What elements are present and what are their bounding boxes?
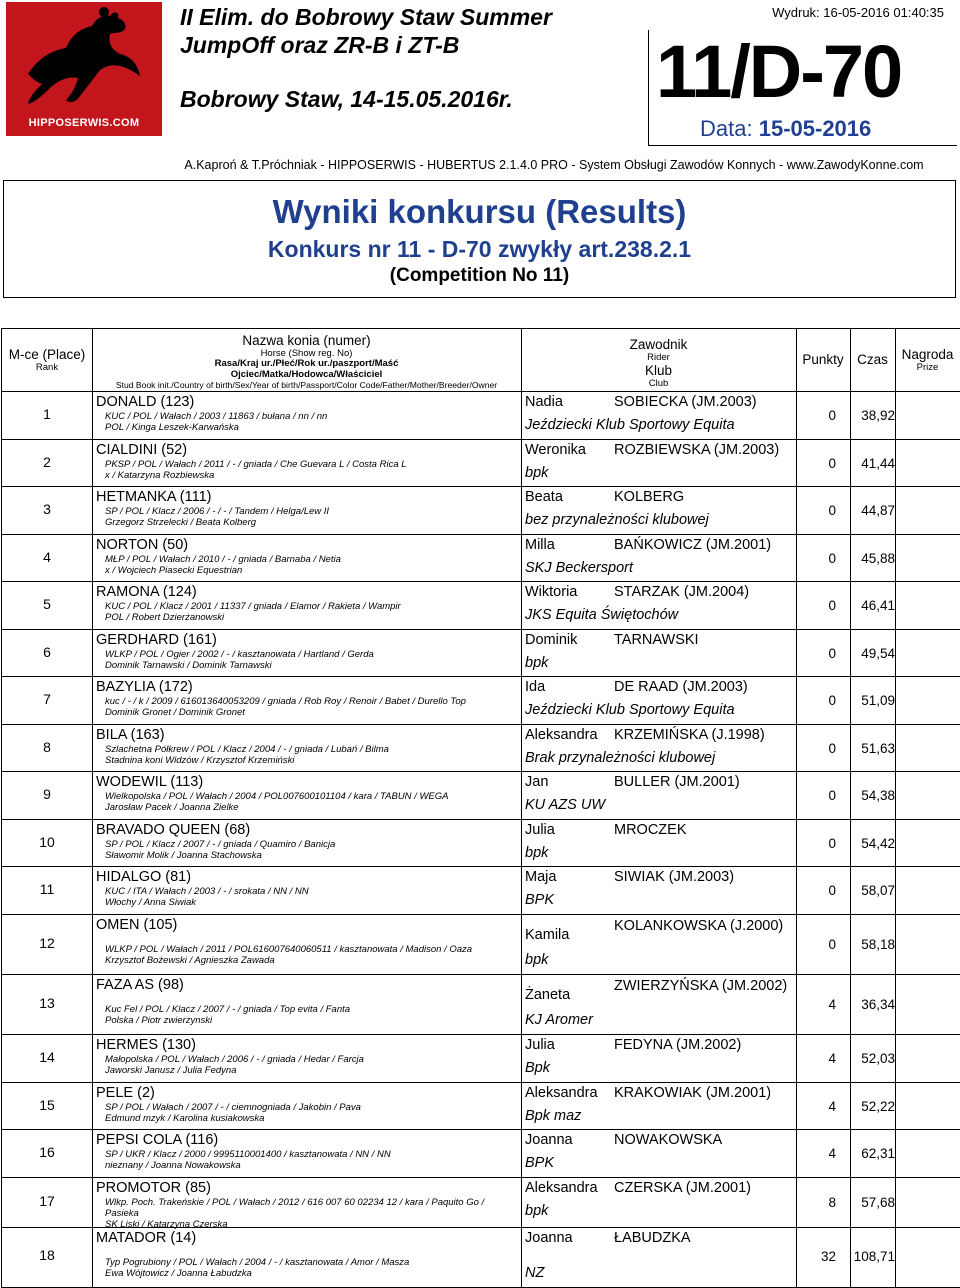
horse-number: (85) <box>181 1180 211 1196</box>
header-prize <box>895 347 960 373</box>
rider-first-name: Żaneta <box>525 987 571 1003</box>
table-row <box>2 581 960 629</box>
time: 46,41 <box>861 598 895 613</box>
rider-first-name: Milla <box>525 537 555 553</box>
horse-name-text: NORTON <box>96 537 159 553</box>
horse-name <box>96 977 184 993</box>
time: 41,44 <box>861 456 895 471</box>
points: 0 <box>828 883 836 898</box>
horse-details <box>105 1004 521 1015</box>
club-name: KJ Aromer <box>525 1012 593 1028</box>
points: 0 <box>828 788 836 803</box>
header-horse-sub1: Horse (Show reg. No) <box>260 347 353 359</box>
table-row <box>2 629 960 676</box>
table-row <box>2 1034 960 1082</box>
header-rider <box>521 337 796 390</box>
horse-details <box>105 1197 521 1219</box>
table-row <box>2 819 960 866</box>
club-name: Bpk maz <box>525 1108 582 1124</box>
rider-last-name: ROZBIEWSKA (JM.2003) <box>614 442 780 458</box>
rider-last-name: FEDYNA (JM.2002) <box>614 1037 742 1053</box>
horse-details <box>105 601 521 612</box>
club-name: BPK <box>525 892 555 908</box>
rider-first-name: Dominik <box>525 632 578 648</box>
horse-name-text: HETMANKA <box>96 489 176 505</box>
horse-number: (172) <box>154 679 193 695</box>
horse-number: (163) <box>126 727 165 743</box>
competition-number: (Competition No 11) <box>389 265 570 286</box>
rider-last-name: STARZAK (JM.2004) <box>614 584 750 600</box>
horse-name-text: MATADOR <box>96 1230 167 1246</box>
rider-first-name: Weronika <box>525 442 586 458</box>
competition-date <box>700 116 871 142</box>
table-row <box>2 771 960 819</box>
table-row <box>2 676 960 724</box>
horse-details-text: kuc / - / k / 2009 / 616013640053209 / gniada / Rob Roy / Renoir / Babet / Durello Top <box>105 696 466 707</box>
time: 54,38 <box>861 788 895 803</box>
header-club-sub: Club <box>648 377 669 389</box>
horse-name-text: HERMES <box>96 1037 159 1053</box>
club-name: bpk <box>525 1203 549 1219</box>
horse-name <box>96 1132 218 1148</box>
time: 38,92 <box>861 408 895 423</box>
horse-number: (81) <box>161 869 192 885</box>
date-value: 15-05-2016 <box>758 116 872 141</box>
horse-breeder-owner: Włochy / Anna Siwiak <box>105 897 196 908</box>
points: 0 <box>828 408 836 423</box>
time: 58,18 <box>861 937 895 952</box>
horse-details-text: Wlkp. Poch. Trakeńskie / POL / Wałach / 2012 / 616 007 60 02234 12 / kara / Paquito Go / <box>105 1197 485 1208</box>
horse-number: (124) <box>158 584 197 600</box>
horse-number: (113) <box>166 774 204 790</box>
time: 51,63 <box>861 741 895 756</box>
horse-name <box>96 489 212 505</box>
horse-breeder-owner: x / Katarzyna Rozbiewska <box>105 470 215 481</box>
rider-last-name: ZWIERZYŃSKA (JM.2002) <box>614 978 788 994</box>
horse-name-text: CIALDINI <box>96 442 158 458</box>
table-row <box>2 534 960 581</box>
rank: 9 <box>43 786 51 802</box>
points: 0 <box>828 836 836 851</box>
horse-details-text: WLKP / POL / Ogier / 2002 / - / kasztanowata / Hartland / Gerda <box>105 649 374 660</box>
points: 0 <box>828 741 836 756</box>
horse-number: (14) <box>166 1230 197 1246</box>
rider-last-name: KRAKOWIAK (JM.2001) <box>614 1085 772 1101</box>
table-row <box>2 1129 960 1177</box>
horse-details <box>105 1054 521 1065</box>
competition-title: Konkurs nr 11 - D-70 zwykły art.238.2.1 <box>267 236 692 262</box>
horse-name <box>96 1230 196 1246</box>
rank: 6 <box>43 644 51 660</box>
horse-name <box>96 537 188 553</box>
horse-name <box>96 442 187 458</box>
table-row <box>2 486 960 534</box>
horse-name <box>96 727 165 743</box>
horse-number: (105) <box>139 917 178 933</box>
rider-last-name: KOLBERG <box>614 489 685 505</box>
horse-name <box>96 679 193 695</box>
club-name: JKS Equita Świętochów <box>525 607 679 623</box>
header-place-label: M-ce (Place) <box>8 347 86 362</box>
rider-last-name: DE RAAD (JM.2003) <box>614 679 748 695</box>
horse-details-text: KUC / POL / Wałach / 2003 / 11863 / bułana / nn / nn <box>105 411 328 422</box>
points: 8 <box>828 1195 836 1210</box>
rank: 7 <box>43 691 51 707</box>
competition-code: 11/D-70 <box>656 30 902 113</box>
rider-last-name: NOWAKOWSKA <box>614 1132 723 1148</box>
horse-details-text: KUC / POL / Klacz / 2001 / 11337 / gniada / Elamor / Rakieta / Wampir <box>105 601 401 612</box>
club-name: bpk <box>525 845 549 861</box>
header-horse-sub4: Stud Book init./Country of birth/Sex/Year of birth/Passport/Color Code/Father/Mother/Breeder/Owner <box>115 380 498 391</box>
club-name: Bpk <box>525 1060 550 1076</box>
rider-last-name: MROCZEK <box>614 822 687 838</box>
horse-name <box>96 1085 155 1101</box>
rider-first-name: Joanna <box>525 1230 573 1246</box>
rank: 12 <box>39 935 55 951</box>
rider-first-name: Wiktoria <box>525 584 578 600</box>
rider-last-name: BAŃKOWICZ (JM.2001) <box>614 537 772 553</box>
time: 62,31 <box>861 1146 895 1161</box>
horse-name-text: BAZYLIA <box>96 679 155 695</box>
horse-details <box>105 459 521 470</box>
rider-last-name: TARNAWSKI <box>614 632 699 648</box>
header-prize-label: Nagroda <box>901 347 954 362</box>
horse-details-text: Wielkopolska / POL / Wałach / 2004 / POL007600101104 / kara / TABUN / WEGA <box>105 791 449 802</box>
rider-first-name: Aleksandra <box>525 1180 598 1196</box>
rank: 8 <box>43 739 51 755</box>
horse-name-text: WODEWIL <box>96 774 167 790</box>
rider-first-name: Jan <box>525 774 549 790</box>
club-name: bpk <box>525 465 549 481</box>
horse-breeder-owner: nieznany / Joanna Nowakowska <box>105 1160 241 1171</box>
horse-number: (111) <box>175 489 212 505</box>
horse-details-text: Kuc Fel / POL / Klacz / 2007 / - / gniada / Top evita / Fanta <box>105 1004 351 1015</box>
horse-name <box>96 1037 196 1053</box>
horse-breeder-owner: x / Wojciech Piasecki Equestrian <box>105 565 243 576</box>
club-name: Brak przynależności klubowej <box>525 750 716 766</box>
header-time: Czas <box>857 352 888 367</box>
horse-breeder-owner: Jarosław Pacek / Joanna Zielke <box>105 802 239 813</box>
table-row <box>2 439 960 486</box>
club-name: BPK <box>525 1155 555 1171</box>
table-row <box>2 1082 960 1129</box>
points: 0 <box>828 598 836 613</box>
horse-number: (68) <box>220 822 251 838</box>
time: 52,03 <box>861 1051 895 1066</box>
time: 51,09 <box>861 693 895 708</box>
header-points: Punkty <box>802 352 844 367</box>
rank: 16 <box>39 1144 55 1160</box>
rank: 3 <box>43 501 51 517</box>
horse-breeder-owner: Edmund mzyk / Karolina kusiakowska <box>105 1113 265 1124</box>
horse-name-text: BILA <box>96 727 127 743</box>
header-place-sub: Rank <box>35 361 59 373</box>
horse-name <box>96 394 194 410</box>
rider-last-name: KRZEMIŃSKA (J.1998) <box>614 727 765 743</box>
points: 4 <box>828 1051 836 1066</box>
rider-last-name: SIWIAK (JM.2003) <box>614 869 735 885</box>
rider-first-name: Joanna <box>525 1132 573 1148</box>
rank: 14 <box>39 1049 55 1065</box>
horse-details-text: Szlachetna Półkrew / POL / Klacz / 2004 / - / gniada / Lubań / Bilma <box>105 744 389 755</box>
time: 52,22 <box>861 1099 895 1114</box>
horse-name <box>96 1180 211 1196</box>
points: 0 <box>828 456 836 471</box>
club-name: Jeździecki Klub Sportowy Equita <box>525 417 735 433</box>
software-credit-text: A.Kaproń & T.Próchniak - HIPPOSERWIS - HUBERTUS 2.1.4.0 PRO - System Obsługi Zawodów Konnych - www.ZawodyKonne.com <box>184 158 924 172</box>
horse-details-text: SP / POL / Klacz / 2007 / - / gniada / Quamiro / Banicja <box>105 839 336 850</box>
table-row <box>2 866 960 914</box>
club-name: KU AZS UW <box>525 797 606 813</box>
header-horse-label: Nazwa konia (numer) <box>242 333 371 348</box>
horse-number: (52) <box>157 442 188 458</box>
header-club-label: Klub <box>644 363 673 379</box>
rank: 17 <box>39 1193 55 1209</box>
horse-details-text: KUC / ITA / Wałach / 2003 / - / srokata / NN / NN <box>105 886 309 897</box>
rank: 2 <box>43 454 51 470</box>
horse-name <box>96 584 197 600</box>
points: 0 <box>828 551 836 566</box>
horse-breeder-owner: Jaworski Janusz / Julia Fedyna <box>105 1065 237 1076</box>
horse-name-text: PROMOTOR <box>96 1180 182 1196</box>
points: 32 <box>820 1249 836 1264</box>
horse-number: (2) <box>133 1085 155 1101</box>
club-name: SKJ Beckersport <box>525 560 633 576</box>
horse-details <box>105 1102 521 1113</box>
horse-breeder-owner: Stadnina koni Widzów / Krzysztof Krzemiński <box>105 755 295 766</box>
horse-details <box>105 506 521 517</box>
rider-first-name: Nadia <box>525 394 563 410</box>
rider-last-name: CZERSKA (JM.2001) <box>614 1180 751 1196</box>
header-horse <box>92 333 521 391</box>
rank: 10 <box>39 834 55 850</box>
horse-name <box>96 774 203 790</box>
date-label: Data: <box>700 116 753 141</box>
rider-first-name: Aleksandra <box>525 1085 598 1101</box>
time: 108,71 <box>853 1249 895 1264</box>
header-rider-sub: Rider <box>647 351 670 363</box>
horse-number: (98) <box>154 977 184 993</box>
rank: 18 <box>39 1247 55 1263</box>
horse-details <box>105 411 521 422</box>
horse-name-text: GERDHARD <box>96 632 179 648</box>
horse-name-text: FAZA AS <box>96 977 155 993</box>
club-name: bpk <box>525 655 549 671</box>
horse-details-text: SP / UKR / Klacz / 2000 / 9995110001400 / kasztanowata / NN / NN <box>105 1149 391 1160</box>
print-timestamp: Wydruk: 16-05-2016 01:40:35 <box>772 5 944 20</box>
horse-details-text: SP / POL / Wałach / 2007 / - / ciemnogniada / Jakobin / Pava <box>105 1102 361 1113</box>
time: 54,42 <box>861 836 895 851</box>
time: 36,34 <box>861 997 895 1012</box>
table-row <box>2 1227 960 1285</box>
horse-details <box>105 696 521 707</box>
horse-details <box>105 744 521 755</box>
horse-name-text: OMEN <box>96 917 140 933</box>
rider-first-name: Kamila <box>525 927 570 943</box>
horse-name <box>96 869 191 885</box>
horse-name-text: RAMONA <box>96 584 159 600</box>
rank: 4 <box>43 549 51 565</box>
horse-breeder-owner: Krzysztof Bożewski / Agnieszka Zawada <box>105 955 275 966</box>
horse-number: (161) <box>178 632 217 648</box>
table-row <box>2 1177 960 1230</box>
horse-details <box>105 554 521 565</box>
header-place <box>2 347 92 373</box>
horse-number: (130) <box>158 1037 196 1053</box>
horse-breeder-owner: POL / Kinga Leszek-Karwańska <box>105 422 239 433</box>
time: 49,54 <box>861 646 895 661</box>
horse-number: (116) <box>181 1132 219 1148</box>
horse-breeder-owner: Polska / Piotr zwierzynski <box>105 1015 213 1026</box>
points: 0 <box>828 646 836 661</box>
rank: 11 <box>39 881 55 897</box>
header-prize-sub: Prize <box>916 361 939 373</box>
horse-number: (50) <box>158 537 189 553</box>
horse-breeder-owner: Ewa Wójtowicz / Joanna Łabudzka <box>105 1268 252 1279</box>
horse-breeder-owner: SK Liski / Katarzyna Czerska <box>105 1219 228 1230</box>
horse-details <box>105 944 521 955</box>
horse-breeder-owner: POL / Robert Dzierżanowski <box>105 612 225 623</box>
horse-name <box>96 822 250 838</box>
rider-first-name: Beata <box>525 489 563 505</box>
horse-details <box>105 1149 521 1160</box>
horse-details-text: MŁP / POL / Wałach / 2010 / - / gniada / Barnaba / Netia <box>105 554 341 565</box>
rider-last-name: SOBIECKA (JM.2003) <box>614 394 757 410</box>
horse-name <box>96 917 177 933</box>
title-box <box>3 180 956 298</box>
horse-name-text: DONALD <box>96 394 157 410</box>
rider-first-name: Aleksandra <box>525 727 598 743</box>
rider-first-name: Ida <box>525 679 546 695</box>
rank: 5 <box>43 596 51 612</box>
event-title-line2: JumpOff oraz ZR-B i ZT-B <box>180 32 460 58</box>
table-row <box>2 391 960 439</box>
horse-details <box>105 649 521 660</box>
club-name: NZ <box>525 1265 545 1281</box>
horse-details-text: Małopolska / POL / Wałach / 2006 / - / gniada / Hedar / Farcja <box>105 1054 364 1065</box>
software-credit <box>0 158 960 172</box>
points: 0 <box>828 693 836 708</box>
event-title-line1: II Elim. do Bobrowy Staw Summer <box>180 4 552 30</box>
rank: 13 <box>39 995 55 1011</box>
horse-name-text: BRAVADO QUEEN <box>96 822 221 838</box>
header-rider-label: Zawodnik <box>629 337 688 352</box>
horse-details-text: WLKP / POL / Wałach / 2011 / POL616007640060511 / kasztanowata / Madison / Oaza <box>105 944 473 955</box>
rank: 1 <box>43 406 51 422</box>
header-horse-sub3: Ojciec/Matka/Hodowca/Właściciel <box>230 369 383 381</box>
table-row <box>2 974 960 1034</box>
horse-details-text: Typ Pogrubiony / POL / Wałach / 2004 / - / kasztanowata / Amor / Masza <box>105 1257 410 1268</box>
rider-last-name: ŁABUDZKA <box>614 1230 691 1246</box>
rider-first-name: Julia <box>525 822 555 838</box>
horse-breeder-owner: Sławomir Molik / Joanna Stachowska <box>105 850 262 861</box>
time: 58,07 <box>861 883 895 898</box>
points: 0 <box>828 937 836 952</box>
results-table <box>1 328 960 1288</box>
club-name: bez przynależności klubowej <box>525 512 709 528</box>
table-row <box>2 914 960 974</box>
horse-details <box>105 886 521 897</box>
horse-details <box>105 839 521 850</box>
club-name: bpk <box>525 952 549 968</box>
horse-details-text: SP / POL / Klacz / 2006 / - / - / Tandem / Helga/Lew II <box>105 506 330 517</box>
horse-name-text: HIDALGO <box>96 869 162 885</box>
horse-details <box>105 791 521 802</box>
points: 4 <box>828 997 836 1012</box>
time: 44,87 <box>861 503 895 518</box>
rider-first-name: Maja <box>525 869 557 885</box>
event-venue: Bobrowy Staw, 14-15.05.2016r. <box>180 86 513 112</box>
club-name: Jeździecki Klub Sportowy Equita <box>525 702 735 718</box>
rider-last-name: KOLANKOWSKA (J.2000) <box>614 918 784 934</box>
horse-number: (123) <box>156 394 195 410</box>
rider-last-name: BULLER (JM.2001) <box>614 774 740 790</box>
horse-details-cont: Pasieka <box>105 1208 139 1219</box>
horse-breeder-owner: Dominik Gronet / Dominik Gronet <box>105 707 245 718</box>
points: 0 <box>828 503 836 518</box>
horse-name-text: PELE <box>96 1085 134 1101</box>
horse-jumper-icon <box>20 4 148 112</box>
horse-breeder-owner: Dominik Tarnawski / Dominik Tarnawski <box>105 660 272 671</box>
horse-name <box>96 632 217 648</box>
hipposerwis-logo <box>6 2 162 136</box>
horse-details <box>105 1257 521 1268</box>
logo-text: HIPPOSERWIS.COM <box>28 117 140 129</box>
horse-name-text: PEPSI COLA <box>96 1132 182 1148</box>
header-horse-sub2: Rasa/Kraj ur./Płeć/Rok ur./paszport/Maść <box>214 358 399 370</box>
horse-details-text: PKSP / POL / Wałach / 2011 / - / gniada / Che Guevara L / Costa Rica L <box>105 459 407 470</box>
table-row <box>2 724 960 771</box>
points: 4 <box>828 1146 836 1161</box>
rank: 15 <box>39 1097 55 1113</box>
points: 4 <box>828 1099 836 1114</box>
rider-first-name: Julia <box>525 1037 555 1053</box>
horse-breeder-owner: Grzegorz Strzelecki / Beata Kolberg <box>105 517 257 528</box>
time: 57,68 <box>861 1195 895 1210</box>
time: 45,88 <box>861 551 895 566</box>
results-title: Wyniki konkursu (Results) <box>272 193 687 230</box>
